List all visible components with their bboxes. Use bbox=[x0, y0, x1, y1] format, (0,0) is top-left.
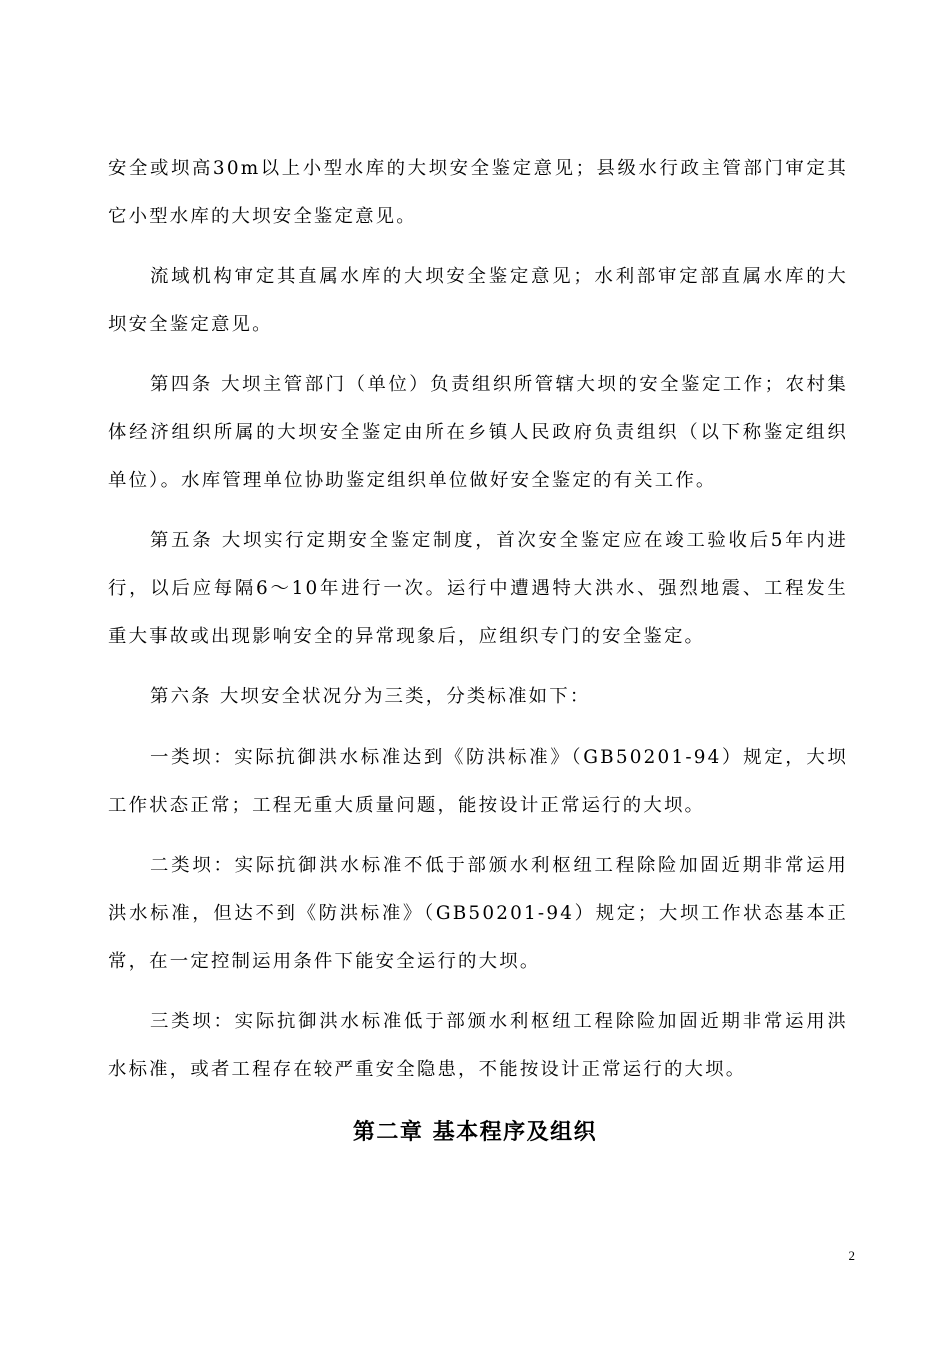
paragraph-article-4: 第四条 大坝主管部门（单位）负责组织所管辖大坝的安全鉴定工作；农村集体经济组织所属的大坝安全鉴定由所在乡镇人民政府负责组织（以下称鉴定组织单位）。水库管理单位协助鉴定组织单位做好安全鉴定的有关工作。 bbox=[108, 374, 848, 491]
page-number: 2 bbox=[848, 1248, 855, 1263]
paragraph-basin-approval: 流域机构审定其直属水库的大坝安全鉴定意见；水利部审定部直属水库的大坝安全鉴定意见。 bbox=[108, 266, 848, 335]
paragraph-class-3-dam: 三类坝：实际抗御洪水标准低于部颁水利枢纽工程除险加固近期非常运用洪水标准，或者工程存在较严重安全隐患，不能按设计正常运行的大坝。 bbox=[108, 1011, 848, 1080]
paragraph-continuation-approval: 安全或坝高30m以上小型水库的大坝安全鉴定意见；县级水行政主管部门审定其它小型水库的大坝安全鉴定意见。 bbox=[108, 158, 848, 227]
chapter-title: 第二章 基本程序及组织 bbox=[352, 1120, 598, 1145]
paragraph-class-2-dam: 二类坝：实际抗御洪水标准不低于部颁水利枢纽工程除险加固近期非常运用洪水标准，但达不到《防洪标准》（GB50201-94）规定；大坝工作状态基本正常，在一定控制运用条件下能安全运行的大坝。 bbox=[108, 855, 848, 972]
paragraph-article-6: 第六条 大坝安全状况分为三类，分类标准如下： bbox=[150, 686, 591, 707]
paragraph-article-5: 第五条 大坝实行定期安全鉴定制度，首次安全鉴定应在竣工验收后5年内进行，以后应每隔6～10年进行一次。运行中遭遇特大洪水、强烈地震、工程发生重大事故或出现影响安全的异常现象后，应组织专门的安全鉴定。 bbox=[108, 530, 848, 647]
paragraph-class-1-dam: 一类坝：实际抗御洪水标准达到《防洪标准》（GB50201-94）规定，大坝工作状态正常；工程无重大质量问题，能按设计正常运行的大坝。 bbox=[108, 747, 848, 816]
